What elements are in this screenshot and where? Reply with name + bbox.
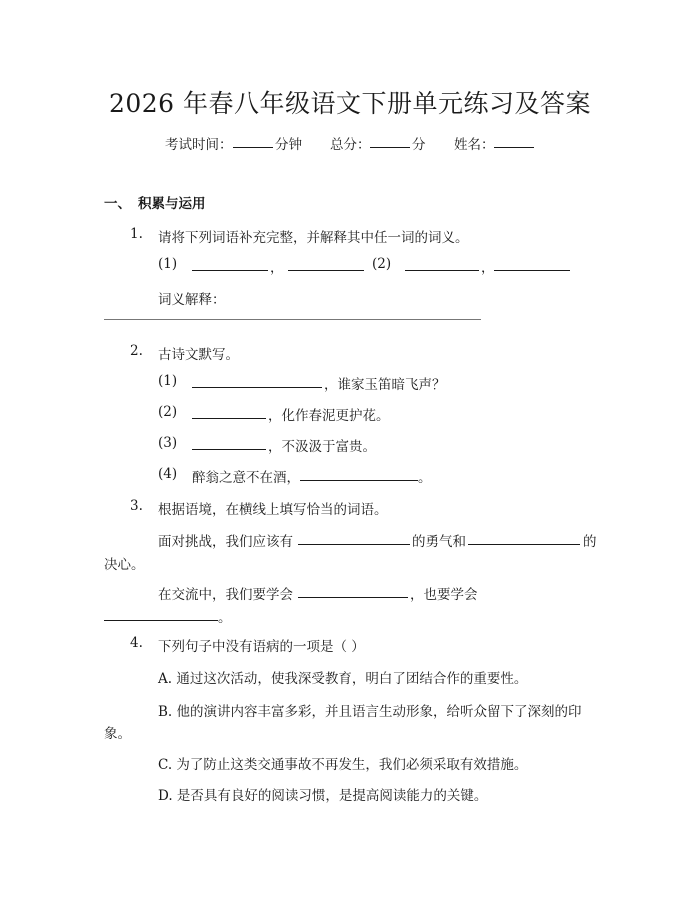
q2-item4-text: 醉翁之意不在酒， (192, 470, 300, 486)
q1-comma-1: ， (270, 260, 284, 276)
q2-prompt: 古诗文默写。 (158, 347, 239, 363)
q3-sentence1-wrap: 决心。 (104, 557, 145, 573)
q4-option-c[interactable]: C. 为了防止这类交通事故不再发生，我们必须采取有效措施。 (158, 757, 528, 773)
total-score-blank[interactable] (370, 133, 410, 148)
q3-sentence2-mid: ，也要学会 (410, 587, 478, 603)
q1-blank-1[interactable] (192, 256, 268, 271)
q3-sentence1-end: 的 (583, 534, 597, 550)
student-name-blank[interactable] (494, 133, 534, 148)
section-number: 一、 (104, 196, 131, 212)
student-name-label: 姓名： (454, 137, 495, 153)
q3-sentence2-start: 在交流中，我们要学会 (158, 587, 293, 603)
q1-blank-3[interactable] (405, 256, 479, 271)
q3-number: 3. (130, 498, 143, 514)
q3-blank-1[interactable] (298, 530, 410, 545)
total-score-unit: 分 (412, 137, 426, 153)
q2-item2-blank[interactable] (192, 404, 266, 419)
q4-prompt: 下列句子中没有语病的一项是（ ） (158, 639, 365, 655)
q3-blank-2[interactable] (468, 530, 580, 545)
q1-prompt: 请将下列词语补充完整，并解释其中任一词的词义。 (158, 230, 469, 246)
q4-option-d[interactable]: D. 是否具有良好的阅读习惯，是提高阅读能力的关键。 (158, 788, 488, 804)
q2-item4-mark: (4) (158, 466, 178, 482)
q1-explain-answer-line[interactable] (104, 319, 481, 320)
q1-comma-2: ， (481, 260, 495, 276)
q1-blank-4[interactable] (494, 256, 570, 271)
q4-option-a[interactable]: A. 通过这次活动，使我深受教育，明白了团结合作的重要性。 (158, 671, 528, 687)
q2-item1-text: ，谁家玉笛暗飞声？ (324, 377, 446, 393)
q1-part2-mark: (2) (372, 256, 392, 272)
q2-item4-blank[interactable] (300, 466, 418, 481)
exam-time-unit: 分钟 (275, 137, 302, 153)
q4-option-b-wrap: 象。 (104, 726, 131, 742)
section-title: 积累与运用 (138, 196, 206, 212)
q2-item1-blank[interactable] (192, 373, 322, 388)
q2-item2-text: ，化作春泥更护花。 (268, 408, 390, 424)
page-title: 2026 年春八年级语文下册单元练习及答案 (108, 89, 592, 118)
q2-item2-mark: (2) (158, 404, 178, 420)
q1-part1-mark: (1) (158, 256, 178, 272)
q4-number: 4. (130, 635, 143, 651)
q3-blank-3[interactable] (298, 583, 408, 598)
total-score-label: 总分： (330, 137, 371, 153)
q3-sentence2-end: 。 (218, 610, 232, 626)
exam-time-blank[interactable] (233, 133, 273, 148)
q2-item3-text: ，不汲汲于富贵。 (268, 439, 376, 455)
q4-option-b[interactable]: B. 他的演讲内容丰富多彩，并且语言生动形象，给听众留下了深刻的印 (158, 704, 582, 720)
q3-sentence1-mid: 的勇气和 (412, 534, 466, 550)
q3-sentence1-start: 面对挑战，我们应该有 (158, 534, 293, 550)
q2-item4-end: 。 (418, 470, 432, 486)
q3-blank-4[interactable] (104, 606, 218, 621)
q2-number: 2. (130, 343, 143, 359)
q2-item3-blank[interactable] (192, 435, 266, 450)
q1-blank-2[interactable] (288, 256, 364, 271)
q2-item3-mark: (3) (158, 435, 178, 451)
q2-item1-mark: (1) (158, 373, 178, 389)
exam-time-label: 考试时间： (165, 137, 233, 153)
q1-explain-label: 词义解释： (158, 292, 226, 308)
q1-number: 1. (130, 226, 143, 242)
q3-prompt: 根据语境，在横线上填写恰当的词语。 (158, 502, 388, 518)
